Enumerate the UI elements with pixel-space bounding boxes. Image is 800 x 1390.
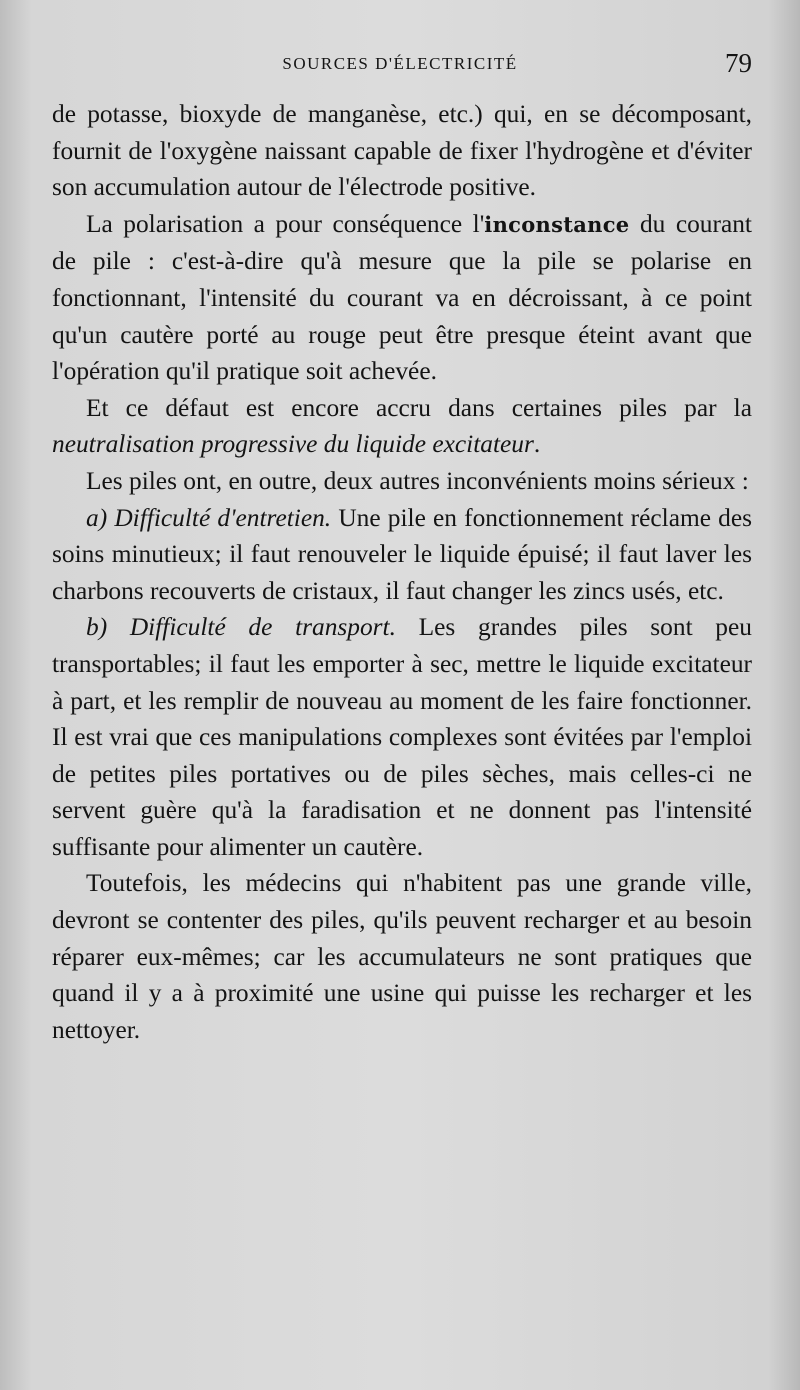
paragraph-7: Toutefois, les médecins qui n'habitent pas une grande ville, devront se contenter des piles, qu'ils peuvent recharger et au besoin réparer eux-mêmes; car les accumulateurs ne sont pratiques que quand il y a à proximité une usine qui puisse les recharger et les nettoyer. [52, 869, 752, 1044]
list-marker-b: b) [86, 613, 108, 642]
paragraph-4: Les piles ont, en outre, deux autres inconvénients moins sérieux : [86, 466, 749, 495]
running-head: SOURCES D'ÉLECTRICITÉ [282, 54, 518, 73]
list-marker-a: a) [86, 503, 108, 532]
paragraph-3-text-end: . [533, 430, 541, 459]
paragraph-5-text: Une pile en fonctionnement réclame des soins minutieux; il faut renouveler le liquide épuisé; il faut laver les charbons recouverts de cristaux, il faut changer les zincs usés, etc. [52, 503, 752, 605]
italic-phrase: neutralisation progressive du liquide excitateur [52, 430, 534, 459]
paragraph-2-text-end: du courant de pile : c'est-à-dire qu'à mesure que la pile se polarise en fonctionnant, l'intensité du courant va en décroissant, à ce point qu'un cautère porté au rouge peut être presque éteint avant que l'opération qu'il pratique soit achevée. [52, 209, 752, 386]
bold-term-inconstance: inconstance [484, 211, 630, 237]
paragraph-6 [52, 609, 752, 865]
paragraph-3 [52, 390, 752, 463]
paragraph-5 [52, 500, 752, 610]
paragraph-3-text-start: Et ce défaut est encore accru dans certaines piles par la [86, 393, 752, 422]
page-header [48, 48, 752, 82]
paragraph-2 [52, 206, 752, 390]
body-text [52, 96, 752, 1048]
paragraph-2-text-start: La polarisation a pour conséquence l' [86, 209, 485, 238]
page-number: 79 [725, 48, 752, 78]
heading-entretien: Difficulté d'entretien. [114, 503, 332, 532]
paragraph-6-text: Les grandes piles sont peu transportables; il faut les emporter à sec, mettre le liquide excitateur à part, et les remplir de nouveau au moment de les faire fonctionner. Il est vrai que ces manipulations complexes sont évitées par l'emploi de petites piles portatives ou de piles sèches, mais celles-ci ne servent guère qu'à la faradisation et ne donnent pas l'intensité suffisante pour alimenter un cautère. [52, 613, 752, 861]
heading-transport: Difficulté de transport. [129, 613, 396, 642]
paragraph-1: de potasse, bioxyde de manganèse, etc.) qui, en se décomposant, fournit de l'oxygène naissant capable de fixer l'hydrogène et d'éviter son accumulation autour de l'électrode positive. [52, 100, 752, 202]
